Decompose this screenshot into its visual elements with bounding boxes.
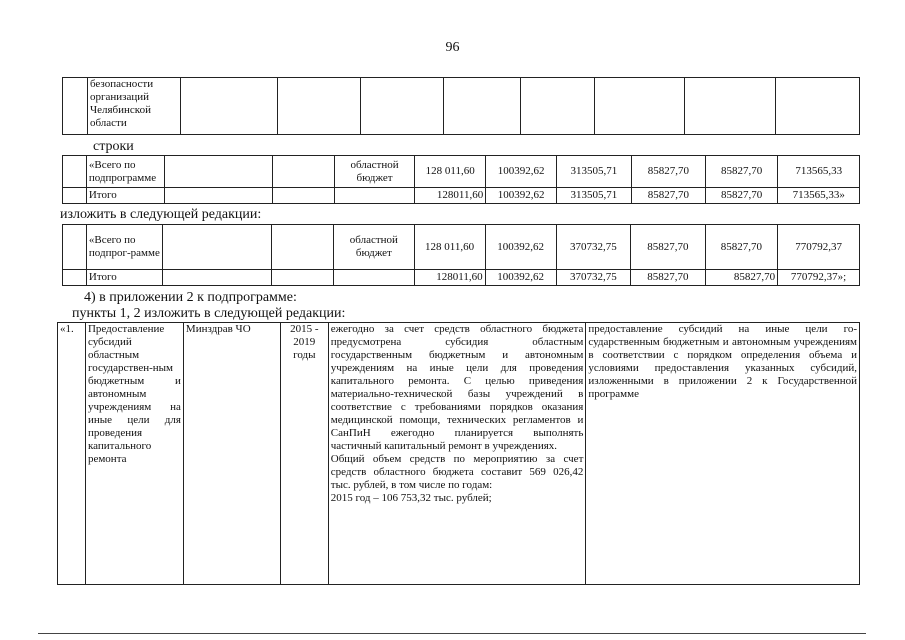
value-cell: 85827,70 (705, 188, 777, 204)
value-cell: 85827,70 (705, 225, 778, 270)
empty-cell (685, 78, 776, 135)
value-cell: 128 011,60 (414, 225, 485, 270)
new-rows-table (62, 224, 860, 286)
description-p2: Общий объем средств по мероприятию за счет средств областного бюджета составит 569 026,42 тыс. рублей, в том числе по годам: (330, 453, 584, 491)
value-cell: 370732,75 (556, 225, 631, 270)
table-row (63, 225, 860, 270)
description-p3: 2015 год – 106 753,32 тыс. рублей; (330, 492, 492, 504)
source-cell: областной бюджет (334, 225, 414, 270)
expected-result: предоставление субсидий на иные цели го-сударственным бюджетным и автономным учреждениям в соответствии с порядком определения объема и условиями предоставления указанных субсидий, изложенными в приложении 2 к Государственной программе (586, 323, 860, 585)
value-cell: 100392,62 (485, 225, 556, 270)
value-cell: 713565,33 (778, 156, 860, 188)
table-row (63, 156, 860, 188)
value-cell: 128011,60 (415, 188, 486, 204)
empty-cell (163, 225, 272, 270)
empty-cell (164, 156, 273, 188)
page-number: 96 (445, 40, 460, 55)
row-label: Итого (86, 270, 162, 286)
value-cell: 770792,37»; (778, 270, 860, 286)
table-row (58, 323, 860, 585)
value-cell: 85827,70 (631, 188, 705, 204)
org-text-cell: безопасности организаций Челябинской области (87, 78, 180, 135)
empty-cell (63, 270, 87, 286)
empty-cell (595, 78, 685, 135)
empty-cell (272, 270, 334, 286)
description (328, 323, 586, 585)
empty-cell (63, 78, 88, 135)
years: 2015 - 2019 годы (280, 323, 328, 585)
value-cell: 370732,75 (556, 270, 631, 286)
row-number: «1. (58, 323, 86, 585)
item4-sub: пункты 1, 2 изложить в следующей редакции: (72, 306, 346, 321)
row-label: «Всего по подпрог-рамме (86, 225, 162, 270)
value-cell: 100392,62 (486, 188, 557, 204)
empty-cell (273, 156, 335, 188)
value-cell: 85827,70 (631, 156, 705, 188)
value-cell: 85827,70 (705, 156, 777, 188)
value-cell: 85827,70 (631, 270, 705, 286)
empty-cell (521, 78, 595, 135)
old-rows-table (62, 155, 860, 204)
label-new-redaction: изложить в следующей редакции: (60, 207, 262, 222)
value-cell: 100392,62 (485, 270, 556, 286)
empty-cell (360, 78, 443, 135)
description-p1: ежегодно за счет средств областного бюджета предусмотрена субсидия областным государственным бюджетным и автономным учреждениям на иные цели для проведения капитального ремонта. С целью приведения материально-технической базы учреждений в соответствие с требованиями порядков оказания медицинской помощи, технических регламентов и СанПиН ежегодно планируется выполнять частичный капитальный ремонт в учреждениях. (330, 323, 584, 452)
value-cell: 100392,62 (486, 156, 557, 188)
value-cell: 85827,70 (631, 225, 705, 270)
table-row (63, 270, 860, 286)
item4-text: 4) в приложении 2 к подпрограмме: (84, 290, 297, 305)
value-cell: 128011,60 (414, 270, 485, 286)
empty-cell (164, 188, 273, 204)
value-cell: 85827,70 (705, 270, 778, 286)
top-fragment-table (62, 77, 860, 135)
table-row (63, 188, 860, 204)
empty-cell (334, 270, 414, 286)
label-stroki: строки (93, 139, 134, 154)
empty-cell (273, 188, 335, 204)
program-table (57, 322, 860, 585)
empty-cell (776, 78, 860, 135)
executor: Минздрав ЧО (183, 323, 280, 585)
empty-cell (180, 78, 277, 135)
empty-cell (63, 225, 87, 270)
empty-cell (443, 78, 521, 135)
value-cell: 770792,37 (778, 225, 860, 270)
empty-cell (334, 188, 414, 204)
source-cell: областной бюджет (334, 156, 414, 188)
value-cell: 128 011,60 (415, 156, 486, 188)
empty-cell (63, 188, 87, 204)
row-label: Итого (86, 188, 164, 204)
footer-divider (38, 633, 866, 634)
empty-cell (272, 225, 334, 270)
empty-cell (63, 156, 87, 188)
row-label: «Всего по подпрограмме (86, 156, 164, 188)
value-cell: 313505,71 (557, 156, 632, 188)
empty-cell (277, 78, 360, 135)
empty-cell (163, 270, 272, 286)
value-cell: 313505,71 (557, 188, 632, 204)
measure-name: Предоставление субсидий областным государствен-ным бюджетным и автономным учреждениям на иные цели для проведения капитального ремонта (85, 323, 183, 585)
value-cell: 713565,33» (778, 188, 860, 204)
